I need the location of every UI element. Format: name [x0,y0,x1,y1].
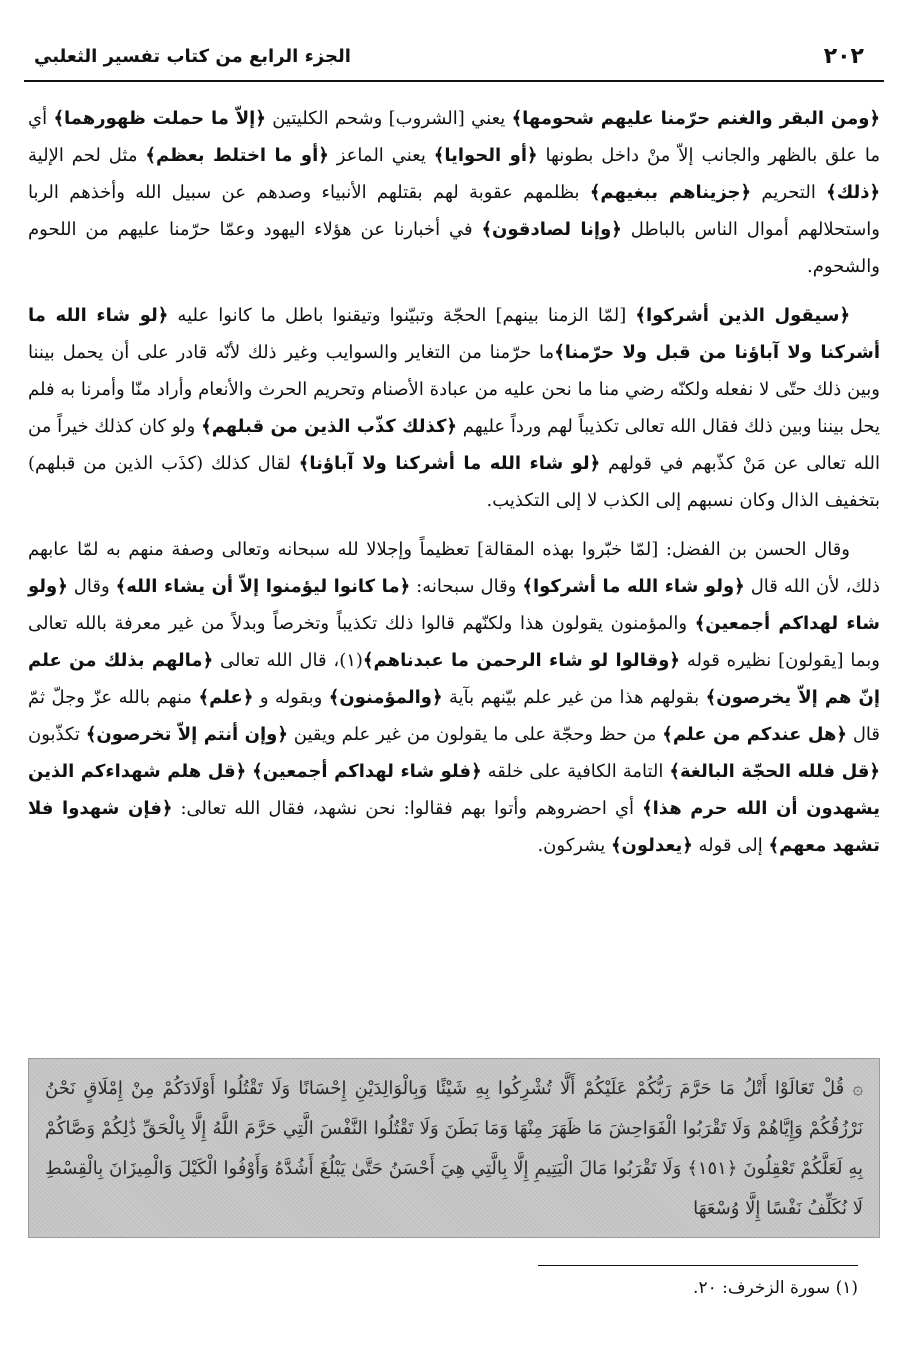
commentary-text: أي احضروهم وأتوا بهم فقالوا: نحن نشهد، فقال الله تعالى: [172,798,643,819]
commentary-text: وقال الحسن بن الفضل: [لمّا خبّروا بهذه المقالة] تعظيماً وإجلالا لله سبحانه وتعالى وصفة منهم به لمّا عابهم ذلك، لأن الله قال [28,539,880,597]
commentary-text: وقال [67,576,116,597]
quranic-quote: ﴿فإن شهدوا فلا تشهد معهم﴾ [28,798,880,856]
footnote: (١) سورة الزخرف: ٢٠. [693,1278,858,1298]
quranic-quote: ﴿وإن أنتم إلاّ تخرصون﴾ [85,724,288,745]
running-title: الجزء الرابع من كتاب تفسير الثعلبي [34,46,351,67]
quran-verse-box [28,1058,880,1238]
page-header [24,40,884,82]
commentary-text: التحريم [751,182,827,203]
commentary-text: إلى قوله [692,835,769,856]
commentary-text: منهم بالله عزّ وجلّ ثمّ قال [28,687,880,745]
quranic-quote: ﴿مالهم بذلك من علم إنّ هم إلاّ يخرصون﴾ [28,650,880,708]
commentary-text: وبقوله و [253,687,329,708]
paragraph [28,531,880,864]
quranic-quote: ﴿لو شاء الله ما أشركنا ولا آباؤنا﴾ [298,453,601,474]
quranic-quote: ﴿يعدلون﴾ [610,835,693,856]
commentary-text: تكذّبون [28,724,86,745]
commentary-text: [لمّا الزمنا بينهم] الحجّة وتبيّنوا وتيقنوا باطل ما كانوا عليه [168,305,636,326]
quranic-quote: ﴿والمؤمنون﴾ [328,687,443,708]
quranic-quote: ﴿هل عندكم من علم﴾ [662,724,847,745]
quranic-quote: ﴿سيقول الذين أشركوا﴾ [635,305,850,326]
body-text [28,100,880,876]
quranic-quote: ﴿قل هلم شهداءكم الذين يشهدون أن الله حرم هذا﴾ [28,761,880,819]
quranic-quote: ﴿وإنا لصادقون﴾ [481,219,622,240]
quranic-quote: ﴿أو ما اختلط بعظم﴾ [145,145,329,166]
quranic-quote: ﴿ولو شاء الله ما أشركوا﴾ [522,576,745,597]
commentary-text: يعني [الشروب] وشحم الكليتين [265,108,512,129]
quranic-quote: ﴿علم﴾ [198,687,254,708]
commentary-text: وقال سبحانه: [410,576,523,597]
rub-el-hizb-icon: ۞ [852,1078,863,1099]
page-number: ٢٠٢ [823,44,864,69]
paragraph [28,297,880,519]
commentary-text: لقال كذلك (كذَب الذين من قبلهم) بتخفيف الذال وكان نسبهم إلى الكذب لا إلى التكذيب. [28,453,880,511]
commentary-text: يشركون. [537,835,611,856]
commentary-text: (١)، قال الله تعالى [213,650,363,671]
quranic-quote: ﴿وقالوا لو شاء الرحمن ما عبدناهم﴾ [362,650,680,671]
quranic-quote: ﴿قل فلله الحجّة البالغة﴾ [669,761,880,782]
quranic-quote: ﴿إلاّ ما حملت ظهورهما﴾ [53,108,266,129]
commentary-text: أي ما علق بالظهر والجانب إلاّ منْ داخل بطونها [28,108,880,166]
commentary-text: ولو كان كذلك خيراً من الله تعالى عن مَنْ كذّبهم في قولهم [28,416,880,474]
footnote-divider [538,1265,858,1266]
quranic-quote: ﴿ما كانوا ليؤمنوا إلاّ أن يشاء الله﴾ [115,576,411,597]
quranic-quote: ﴿ذلك﴾ [826,182,880,203]
quran-verse-text: قُلْ تَعَالَوْا أَتْلُ مَا حَرَّمَ رَبُّكُمْ عَلَيْكُمْ أَلَّا تُشْرِكُوا بِهِ شَيْئًا وَبِالْوَالِدَيْنِ إِحْسَانًا وَلَا تَقْتُلُوا أَوْلَادَكُمْ مِنْ إِمْلَاقٍ نَحْنُ نَرْزُقُكُمْ وَإِيَّاهُمْ وَلَا تَقْرَبُوا الْفَوَاحِشَ مَا ظَهَرَ مِنْهَا وَمَا بَطَنَ وَلَا تَقْتُلُوا النَّفْسَ الَّتِي حَرَّمَ اللَّهُ إِلَّا بِالْحَقِّ ذَٰلِكُمْ وَصَّاكُمْ بِهِ لَعَلَّكُمْ تَعْقِلُونَ ﴿١٥١﴾ وَلَا تَقْرَبُوا مَالَ الْيَتِيمِ إِلَّا بِالَّتِي هِيَ أَحْسَنُ حَتَّىٰ يَبْلُغَ أَشُدَّهُ وَأَوْفُوا الْكَيْلَ وَالْمِيزَانَ بِالْقِسْطِ لَا نُكَلِّفُ نَفْسًا إِلَّا وُسْعَهَا [45,1078,864,1219]
quranic-quote: ﴿كذلك كذّب الذين من قبلهم﴾ [201,416,457,437]
quranic-quote: ﴿فلو شاء لهداكم أجمعين﴾ [252,761,482,782]
quranic-quote: ﴿ومن البقر والغنم حرّمنا عليهم شحومها﴾ [511,108,880,129]
commentary-text: ما حرّمنا من التغاير والسوايب وغير ذلك لأنّه قادر على أن يحمل بيننا وبين ذلك حتّى لا نفعله ولكنّه رضي منا ما نحن عليه من عبادة الأصنام وتحريم الحرث والأنعام وأراد منّا وأمرنا به فلم يحل بيننا وبين ذلك فقال الله تعالى تكذيباً لهم ورداً عليهم [28,342,880,437]
commentary-text: في أخبارنا عن هؤلاء اليهود وعمّا حرّمنا عليهم من اللحوم والشحوم. [28,219,880,277]
quranic-quote: ﴿ولو شاء لهداكم أجمعين﴾ [28,576,880,634]
commentary-text: بقولهم هذا من غير علم بيّنهم بآية [442,687,706,708]
quranic-quote: ﴿جزيناهم ببغيهم﴾ [589,182,752,203]
commentary-text: يعني الماعز [328,145,434,166]
commentary-text: بظلمهم عقوبة لهم بقتلهم الأنبياء وصدهم عن سبيل الله وأخذهم الربا واستحلالهم أموال الناس بالباطل [28,182,880,240]
commentary-text: من حظ وحجّة على ما يقولون من غير علم ويقين [287,724,663,745]
commentary-text: والمؤمنون يقولون هذا ولكنّهم قالوا ذلك تكذيباً وتخرصاً وبدلاً من غير معرفة بالله تعالى وبما [يقولون] نظيره قوله [28,613,880,671]
paragraph [28,100,880,285]
quranic-quote: ﴿لو شاء الله ما أشركنا ولا آباؤنا من قبل ولا حرّمنا﴾ [28,305,880,363]
commentary-text: مثل لحم الإلية [28,145,146,166]
commentary-text: التامة الكافية على خلقه [481,761,670,782]
quranic-quote: ﴿أو الحوايا﴾ [433,145,538,166]
